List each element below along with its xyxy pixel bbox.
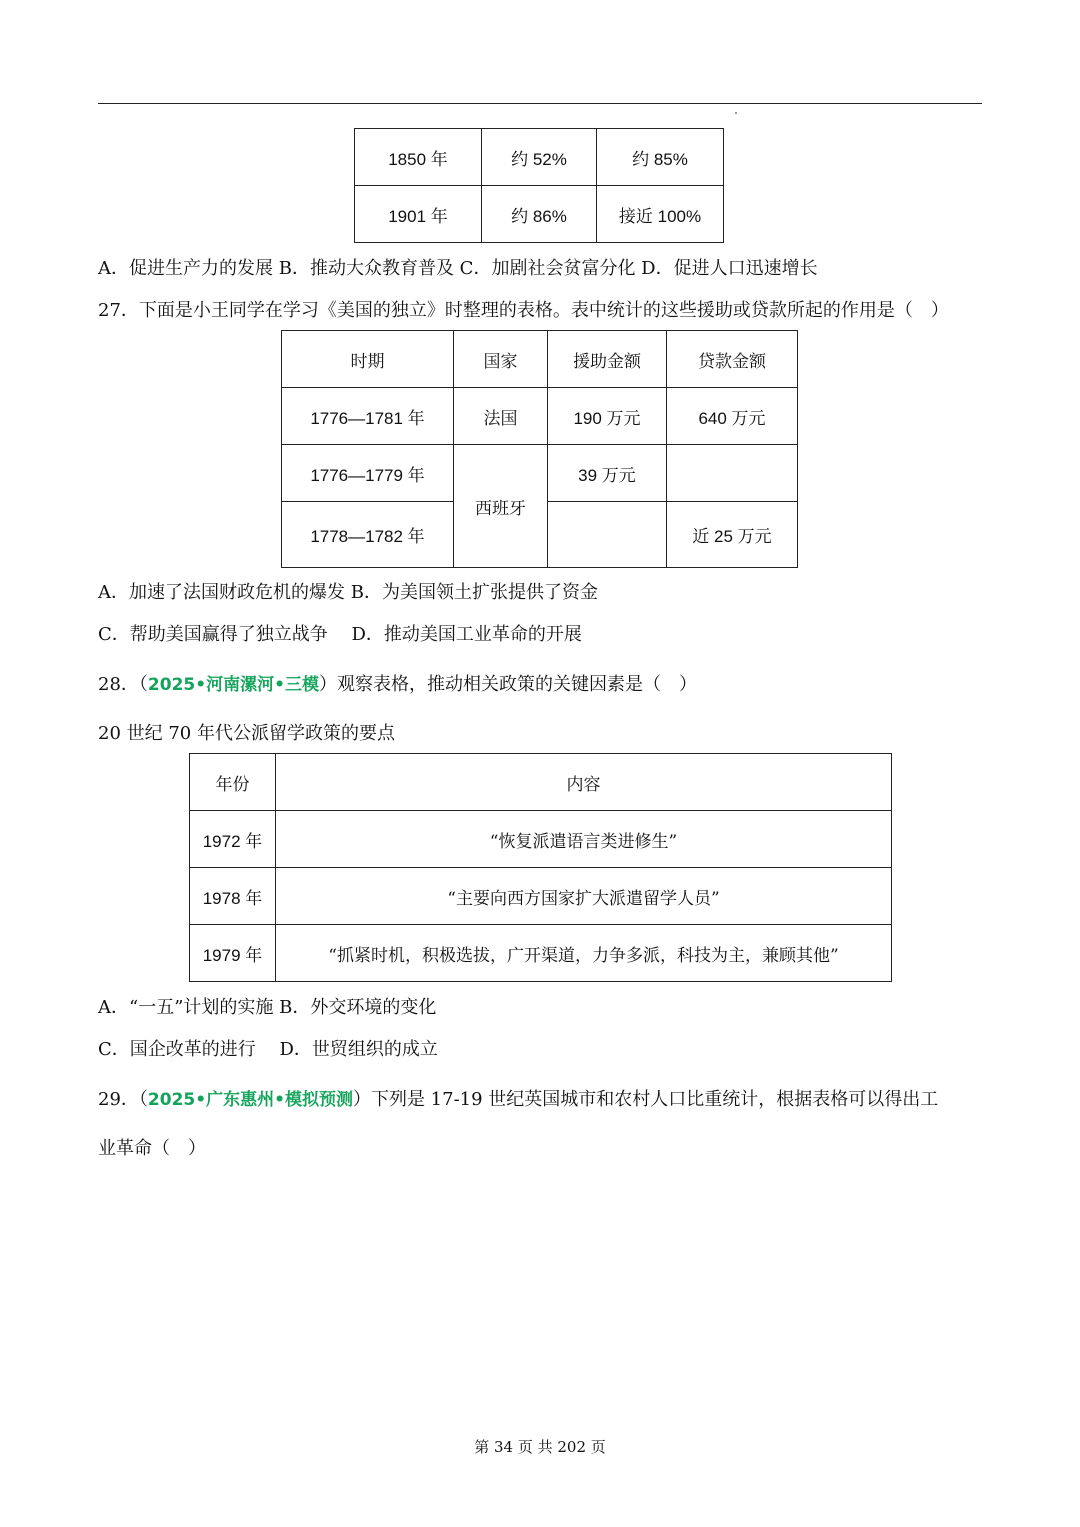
table-row (282, 388, 798, 445)
header-cell: 援助金额 (548, 331, 667, 388)
q29-number: 29． (98, 1089, 139, 1110)
q28-number: 28． (98, 674, 139, 695)
loan-cell (667, 445, 798, 502)
table-row (355, 129, 724, 186)
page-footer: 第 34 页 共 202 页 (474, 1438, 606, 1456)
q28-source-tag: 2025•河南漯河•三模 (147, 675, 319, 695)
loan-cell: 近 25 万元 (667, 502, 798, 568)
q28-options-line2: C．国企改革的进行 D．世贸组织的成立 (98, 1039, 438, 1060)
q29-stem-text: ）下列是 17-19 世纪英国城市和农村人口比重统计，根据表格可以得出工 (352, 1089, 939, 1110)
year-cell: 1979 年 (190, 925, 276, 982)
content-cell: “抓紧时机，积极选拔，广开渠道，力争多派，科技为主，兼顾其他” (276, 925, 892, 982)
header-cell: 国家 (454, 331, 548, 388)
content-cell: “恢复派遣语言类进修生” (276, 811, 892, 868)
header-cell: 时期 (282, 331, 454, 388)
table-row (355, 186, 724, 243)
header-rule (98, 103, 982, 104)
q29-source-tag: 2025•广东惠州•模拟预测 (147, 1090, 353, 1110)
q27-options-line2: C．帮助美国赢得了独立战争 D．推动美国工业革命的开展 (98, 624, 582, 645)
header-cell: 年份 (190, 754, 276, 811)
table-cell: 接近 100% (597, 186, 724, 243)
period-cell: 1778—1782 年 (282, 502, 454, 568)
table-cell: 约 52% (482, 129, 597, 186)
period-cell: 1776—1779 年 (282, 445, 454, 502)
table-cell: 1850 年 (355, 129, 482, 186)
table-row (282, 445, 798, 502)
q28-table-caption: 20 世纪 70 年代公派留学政策的要点 (98, 723, 395, 744)
country-cell: 西班牙 (454, 445, 548, 568)
table-cell: 约 85% (597, 129, 724, 186)
paren-open: （ (138, 1089, 148, 1110)
country-cell: 法国 (454, 388, 548, 445)
content-cell: “主要向西方国家扩大派遣留学人员” (276, 868, 892, 925)
period-cell: 1776—1781 年 (282, 388, 454, 445)
q27-stem: 27．下面是小王同学在学习《美国的独立》时整理的表格。表中统计的这些援助或贷款所起的作用是（ ） (98, 300, 949, 321)
year-cell: 1978 年 (190, 868, 276, 925)
table-row (190, 811, 892, 868)
table-row (190, 868, 892, 925)
aid-cell: 39 万元 (548, 445, 667, 502)
aid-cell (548, 502, 667, 568)
table-header-row (190, 754, 892, 811)
aid-loan-table (281, 330, 798, 568)
q26-options: A．促进生产力的发展 B．推动大众教育普及 C．加剧社会贫富分化 D．促进人口迅速增长 (98, 258, 818, 279)
q28-options-line1: A．“一五”计划的实施 B．外交环境的变化 (98, 997, 437, 1018)
table-header-row (282, 331, 798, 388)
aid-cell: 190 万元 (548, 388, 667, 445)
header-cell: 贷款金额 (667, 331, 798, 388)
table-cell: 1901 年 (355, 186, 482, 243)
study-abroad-policy-table (189, 753, 892, 982)
q29-stem (98, 1085, 938, 1111)
population-table (354, 128, 724, 243)
paren-open: （ (138, 674, 148, 695)
year-cell: 1972 年 (190, 811, 276, 868)
header-cell: 内容 (276, 754, 892, 811)
q28-stem (98, 670, 697, 696)
table-row (190, 925, 892, 982)
speck (735, 112, 737, 114)
q28-stem-text: ）观察表格，推动相关政策的关键因素是（ ） (318, 674, 697, 695)
loan-cell: 640 万元 (667, 388, 798, 445)
table-cell: 约 86% (482, 186, 597, 243)
q27-options-line1: A．加速了法国财政危机的爆发 B．为美国领土扩张提供了资金 (98, 582, 598, 603)
q29-stem-line2: 业革命（ ） (98, 1138, 206, 1159)
